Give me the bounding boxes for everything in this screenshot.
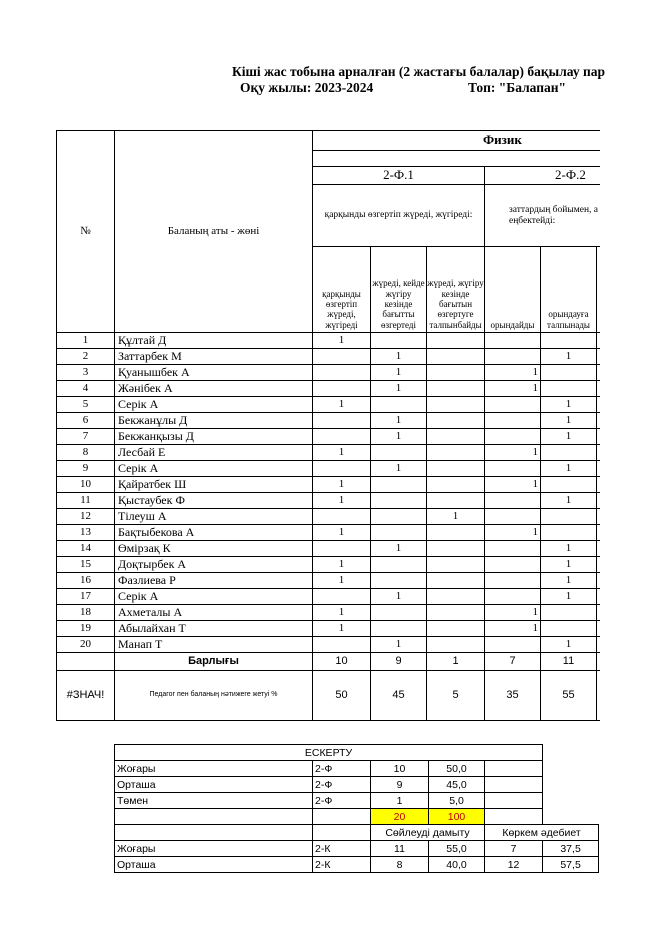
child-name: Қуанышбек А <box>115 365 313 381</box>
indicator-header-5: орындауға талпынады <box>541 247 597 333</box>
table-row <box>57 509 601 525</box>
child-name: Серік А <box>115 397 313 413</box>
mark-cell <box>597 621 601 637</box>
note-empty <box>485 793 543 809</box>
row-number: 7 <box>57 429 115 445</box>
note-code: 2-Ф <box>313 777 371 793</box>
row-number: 11 <box>57 493 115 509</box>
group-name: Топ: "Балапан" <box>468 80 567 95</box>
note-empty <box>313 809 371 825</box>
note-row <box>115 857 601 873</box>
observation-table-viewport <box>56 130 600 730</box>
percent-cell <box>597 671 601 721</box>
mark-cell <box>427 429 485 445</box>
mark-cell <box>597 477 601 493</box>
mark-cell: 1 <box>371 589 427 605</box>
note-level: Жоғары <box>115 761 313 777</box>
row-number: 15 <box>57 557 115 573</box>
note-code: 2-Ф <box>313 761 371 777</box>
mark-cell <box>541 381 597 397</box>
table-row <box>57 365 601 381</box>
blank-cell <box>543 809 599 825</box>
mark-cell <box>313 589 371 605</box>
mark-cell: 1 <box>541 461 597 477</box>
note-count-2: 12 <box>485 857 543 873</box>
table-row <box>57 333 601 349</box>
mark-cell: 1 <box>313 525 371 541</box>
mark-cell: 1 <box>485 381 541 397</box>
mark-cell <box>427 605 485 621</box>
note-row <box>115 793 601 809</box>
mark-cell <box>541 333 597 349</box>
mark-cell: 1 <box>427 509 485 525</box>
table-row <box>57 573 601 589</box>
blank-cell <box>599 857 600 873</box>
total-cell: 11 <box>541 653 597 671</box>
mark-cell <box>371 477 427 493</box>
mark-cell: 1 <box>541 541 597 557</box>
total-cell <box>597 653 601 671</box>
total-cell: 1 <box>427 653 485 671</box>
notes-table-viewport <box>114 744 600 884</box>
blank-cell <box>599 761 600 777</box>
row-number: 9 <box>57 461 115 477</box>
blank-cell <box>543 761 599 777</box>
note-count-2: 7 <box>485 841 543 857</box>
child-name: Бекжанұлы Д <box>115 413 313 429</box>
mark-cell: 1 <box>371 413 427 429</box>
row-number: 6 <box>57 413 115 429</box>
academic-year: Оқу жылы: 2023-2024 <box>240 80 374 95</box>
note-subheader-row <box>115 825 601 841</box>
mark-cell: 1 <box>313 573 371 589</box>
notes-title: ЕСКЕРТУ <box>115 745 543 761</box>
notes-table <box>114 744 600 873</box>
mark-cell: 1 <box>541 349 597 365</box>
mark-cell <box>427 573 485 589</box>
mark-cell <box>427 525 485 541</box>
blank-cell <box>599 793 600 809</box>
mark-cell <box>485 429 541 445</box>
note-row <box>115 841 601 857</box>
mark-cell <box>485 493 541 509</box>
note-row <box>115 761 601 777</box>
mark-cell: 1 <box>541 573 597 589</box>
table-row <box>57 541 601 557</box>
mark-cell <box>597 589 601 605</box>
mark-cell <box>485 509 541 525</box>
mark-cell <box>597 557 601 573</box>
mark-cell <box>427 477 485 493</box>
indicator-header-6 <box>597 247 601 333</box>
note-percent: 40,0 <box>429 857 485 873</box>
mark-cell <box>313 381 371 397</box>
indicator-header-1: қарқынды өзгертіп жүреді, жүгіреді <box>313 247 371 333</box>
child-name: Бекжанқызы Д <box>115 429 313 445</box>
mark-cell <box>597 541 601 557</box>
mark-cell <box>485 397 541 413</box>
table-row <box>57 621 601 637</box>
row-number: 19 <box>57 621 115 637</box>
row-number: 10 <box>57 477 115 493</box>
row-number: 17 <box>57 589 115 605</box>
mark-cell <box>427 445 485 461</box>
mark-cell: 1 <box>313 445 371 461</box>
blank-cell <box>599 825 600 841</box>
note-count: 10 <box>371 761 429 777</box>
row-number: 20 <box>57 637 115 653</box>
column-name-header: Баланың аты - жөні <box>115 131 313 333</box>
total-cell: 7 <box>485 653 541 671</box>
mark-cell <box>313 349 371 365</box>
skill-code-2: 2-Ф.2 <box>485 167 601 185</box>
totals-label: Барлығы <box>115 653 313 671</box>
mark-cell <box>485 589 541 605</box>
table-row <box>57 589 601 605</box>
mark-cell <box>597 381 601 397</box>
mark-cell <box>597 429 601 445</box>
mark-cell: 1 <box>485 365 541 381</box>
blank-cell <box>543 777 599 793</box>
mark-cell: 1 <box>371 429 427 445</box>
row-number: 8 <box>57 445 115 461</box>
table-row <box>57 381 601 397</box>
section-spacer <box>313 151 601 167</box>
mark-cell <box>597 509 601 525</box>
note-percent-2: 57,5 <box>543 857 599 873</box>
mark-cell <box>597 525 601 541</box>
mark-cell <box>597 397 601 413</box>
mark-cell <box>541 365 597 381</box>
mark-cell <box>371 621 427 637</box>
row-number: 5 <box>57 397 115 413</box>
blank-cell <box>599 809 600 825</box>
mark-cell: 1 <box>313 557 371 573</box>
report-title: Кіші жас тобына арналған (2 жастағы балалар) бақылау пар <box>232 64 606 79</box>
table-row <box>57 557 601 573</box>
mark-cell <box>313 461 371 477</box>
mark-cell <box>427 413 485 429</box>
mark-cell <box>597 573 601 589</box>
note-code: 2-Ф <box>313 793 371 809</box>
note-percent: 55,0 <box>429 841 485 857</box>
mark-cell <box>427 541 485 557</box>
mark-cell: 1 <box>485 445 541 461</box>
mark-cell <box>371 397 427 413</box>
mark-cell: 1 <box>541 493 597 509</box>
mark-cell <box>541 445 597 461</box>
child-name: Лесбай Е <box>115 445 313 461</box>
mark-cell: 1 <box>313 621 371 637</box>
mark-cell: 1 <box>371 637 427 653</box>
mark-cell: 1 <box>541 429 597 445</box>
column-number-header: № <box>57 131 115 333</box>
note-percent-2: 37,5 <box>543 841 599 857</box>
mark-cell: 1 <box>371 541 427 557</box>
mark-cell: 1 <box>371 349 427 365</box>
mark-cell: 1 <box>371 365 427 381</box>
mark-cell <box>541 525 597 541</box>
percent-cell: 35 <box>485 671 541 721</box>
mark-cell <box>485 637 541 653</box>
mark-cell <box>427 493 485 509</box>
table-row <box>57 637 601 653</box>
mark-cell <box>371 605 427 621</box>
child-name: Қайратбек Ш <box>115 477 313 493</box>
mark-cell <box>427 637 485 653</box>
table-row <box>57 429 601 445</box>
mark-cell <box>313 541 371 557</box>
mark-cell: 1 <box>541 397 597 413</box>
mark-cell <box>313 429 371 445</box>
mark-cell: 1 <box>541 637 597 653</box>
child-name: Абылайхан Т <box>115 621 313 637</box>
child-name: Ахметалы А <box>115 605 313 621</box>
table-row <box>57 413 601 429</box>
total-cell: 9 <box>371 653 427 671</box>
note-level: Төмен <box>115 793 313 809</box>
percent-cell: 45 <box>371 671 427 721</box>
table-row <box>57 349 601 365</box>
percent-cell: 55 <box>541 671 597 721</box>
mark-cell <box>485 413 541 429</box>
totals-spacer <box>57 653 115 671</box>
child-name: Заттарбек М <box>115 349 313 365</box>
mark-cell <box>485 541 541 557</box>
sum-percent: 100 <box>429 809 485 825</box>
mark-cell <box>371 493 427 509</box>
mark-cell <box>371 573 427 589</box>
mark-cell: 1 <box>313 333 371 349</box>
row-number: 4 <box>57 381 115 397</box>
error-cell: #ЗНАЧ! <box>57 671 115 721</box>
mark-cell: 1 <box>485 621 541 637</box>
mark-cell <box>427 333 485 349</box>
total-cell: 10 <box>313 653 371 671</box>
mark-cell <box>597 349 601 365</box>
mark-cell <box>597 461 601 477</box>
mark-cell <box>427 365 485 381</box>
mark-cell <box>313 509 371 525</box>
child-name: Серік А <box>115 589 313 605</box>
mark-cell <box>597 413 601 429</box>
note-empty <box>485 761 543 777</box>
mark-cell: 1 <box>485 525 541 541</box>
mark-cell <box>597 333 601 349</box>
child-name: Серік А <box>115 461 313 477</box>
mark-cell <box>371 525 427 541</box>
percent-cell: 5 <box>427 671 485 721</box>
mark-cell <box>427 381 485 397</box>
skill-description-1: қарқынды өзгертіп жүреді, жүгіреді: <box>313 185 485 247</box>
indicator-header-4: орындайды <box>485 247 541 333</box>
note-count: 1 <box>371 793 429 809</box>
percent-cell: 50 <box>313 671 371 721</box>
mark-cell <box>597 605 601 621</box>
child-name: Фазлиева Р <box>115 573 313 589</box>
note-count: 9 <box>371 777 429 793</box>
note-empty <box>313 825 371 841</box>
table-row <box>57 477 601 493</box>
subject-literature: Көркем әдебиет <box>485 825 599 841</box>
mark-cell <box>427 349 485 365</box>
mark-cell <box>541 605 597 621</box>
row-number: 12 <box>57 509 115 525</box>
mark-cell <box>597 637 601 653</box>
row-number: 13 <box>57 525 115 541</box>
mark-cell <box>427 461 485 477</box>
skill-code-1: 2-Ф.1 <box>313 167 485 185</box>
section-header: Физик <box>313 131 601 151</box>
note-count: 11 <box>371 841 429 857</box>
mark-cell <box>485 573 541 589</box>
mark-cell: 1 <box>313 477 371 493</box>
subject-speech: Сөйлеуді дамыту <box>371 825 485 841</box>
blank-cell <box>599 777 600 793</box>
mark-cell: 1 <box>485 605 541 621</box>
table-row <box>57 461 601 477</box>
table-row <box>57 525 601 541</box>
note-empty <box>115 825 313 841</box>
mark-cell: 1 <box>371 381 427 397</box>
mark-cell <box>485 557 541 573</box>
mark-cell <box>427 397 485 413</box>
child-name: Қыстаубек Ф <box>115 493 313 509</box>
mark-cell: 1 <box>541 413 597 429</box>
mark-cell <box>485 349 541 365</box>
sum-count: 20 <box>371 809 429 825</box>
mark-cell <box>597 365 601 381</box>
mark-cell <box>427 621 485 637</box>
mark-cell <box>371 557 427 573</box>
percent-label: Педагог пен баланың нәтижеге жетуі % <box>115 671 313 721</box>
row-number: 2 <box>57 349 115 365</box>
mark-cell: 1 <box>313 397 371 413</box>
note-empty <box>485 809 543 825</box>
note-percent: 45,0 <box>429 777 485 793</box>
mark-cell: 1 <box>313 493 371 509</box>
mark-cell: 1 <box>371 461 427 477</box>
mark-cell: 1 <box>541 589 597 605</box>
mark-cell <box>485 461 541 477</box>
row-number: 16 <box>57 573 115 589</box>
mark-cell <box>541 477 597 493</box>
totals-row <box>57 653 601 671</box>
note-empty <box>485 777 543 793</box>
mark-cell <box>371 333 427 349</box>
mark-cell <box>597 445 601 461</box>
note-code: 2-К <box>313 841 371 857</box>
mark-cell: 1 <box>485 477 541 493</box>
note-level: Орташа <box>115 857 313 873</box>
note-percent: 5,0 <box>429 793 485 809</box>
row-number: 14 <box>57 541 115 557</box>
mark-cell <box>313 365 371 381</box>
note-code: 2-К <box>313 857 371 873</box>
indicator-header-2: жүреді, кейде жүгіру кезінде бағытты өзгертеді <box>371 247 427 333</box>
note-row <box>115 777 601 793</box>
mark-cell <box>485 333 541 349</box>
row-number: 3 <box>57 365 115 381</box>
row-number: 1 <box>57 333 115 349</box>
child-name: Манап Т <box>115 637 313 653</box>
mark-cell <box>541 509 597 525</box>
note-level: Жоғары <box>115 841 313 857</box>
mark-cell: 1 <box>313 605 371 621</box>
note-level: Орташа <box>115 777 313 793</box>
observation-table <box>56 130 600 721</box>
mark-cell <box>541 621 597 637</box>
child-name: Өмірзақ К <box>115 541 313 557</box>
child-name: Доқтырбек А <box>115 557 313 573</box>
mark-cell <box>371 509 427 525</box>
mark-cell <box>371 445 427 461</box>
blank-cell <box>599 841 600 857</box>
table-row <box>57 397 601 413</box>
mark-cell <box>313 413 371 429</box>
skill-description-2: заттардың бойымен, а еңбектейді: <box>485 185 601 247</box>
note-percent: 50,0 <box>429 761 485 777</box>
indicator-header-3: жүреді, жүгіру кезінде бағытын өзгертуге талпынбайды <box>427 247 485 333</box>
row-number: 18 <box>57 605 115 621</box>
child-name: Құлтай Д <box>115 333 313 349</box>
note-empty <box>115 809 313 825</box>
child-name: Бақтыбекова А <box>115 525 313 541</box>
blank-cell <box>543 793 599 809</box>
table-row <box>57 605 601 621</box>
mark-cell <box>597 493 601 509</box>
percent-row <box>57 671 601 721</box>
mark-cell: 1 <box>541 557 597 573</box>
mark-cell <box>427 557 485 573</box>
table-row <box>57 493 601 509</box>
note-count: 8 <box>371 857 429 873</box>
table-row <box>57 445 601 461</box>
note-sum-row <box>115 809 601 825</box>
mark-cell <box>313 637 371 653</box>
child-name: Жәнібек А <box>115 381 313 397</box>
mark-cell <box>427 589 485 605</box>
child-name: Тілеуш А <box>115 509 313 525</box>
